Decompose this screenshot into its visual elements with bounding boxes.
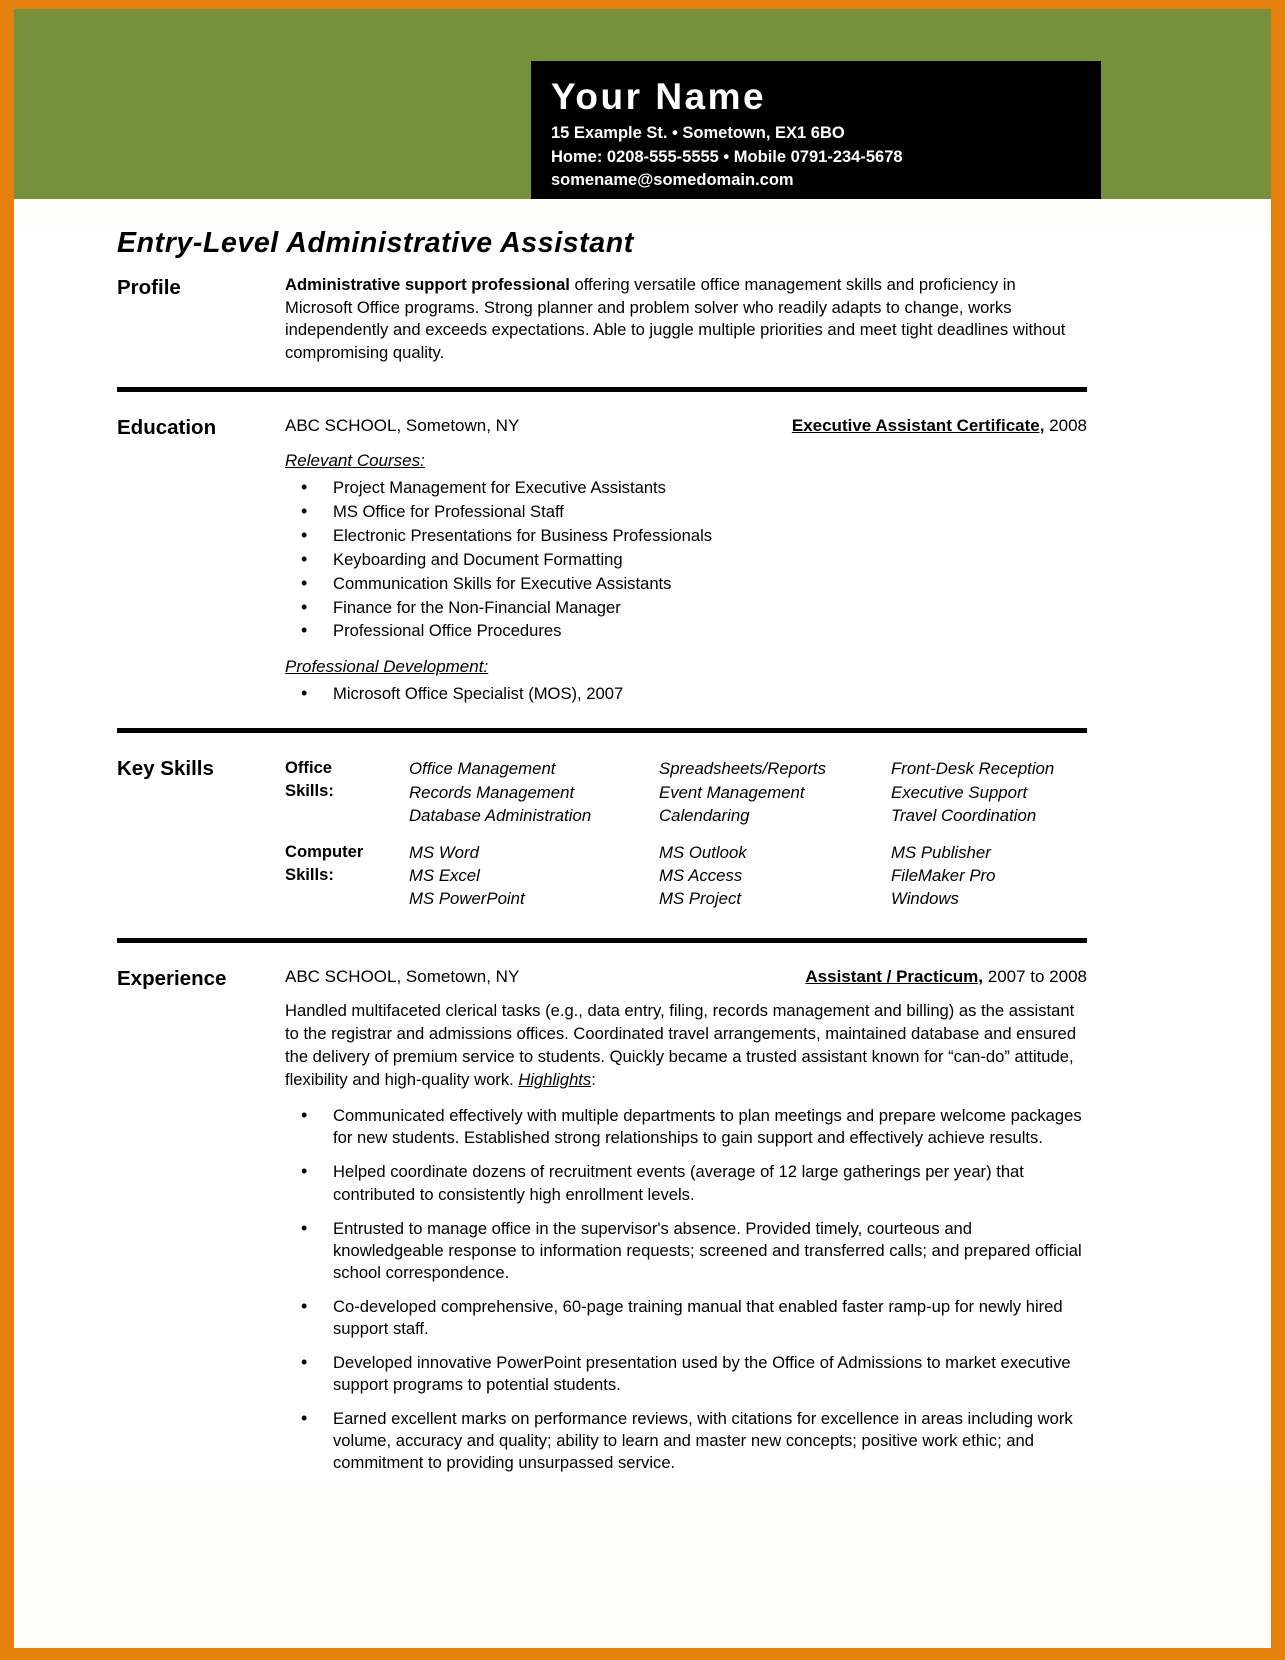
relevant-courses-label: Relevant Courses: <box>285 450 425 470</box>
list-item: • Finance for the Non-Financial Manager <box>285 596 1087 620</box>
skills-column-2 <box>659 757 891 827</box>
page-title: Entry-Level Administrative Assistant <box>117 227 634 259</box>
skills-row-label-line2: Skills: <box>285 781 334 801</box>
skills-row-label-office <box>285 757 409 827</box>
profile-lead: Administrative support professional <box>285 275 570 294</box>
skill-item: MS Outlook <box>659 842 747 862</box>
skills-column-1 <box>409 757 659 827</box>
skill-item: MS Excel <box>409 866 480 886</box>
skill-item: Database Administration <box>409 805 592 825</box>
education-school: ABC SCHOOL, Sometown, NY <box>285 415 520 435</box>
list-item: • MS Office for Professional Staff <box>285 500 1087 524</box>
list-item: • Electronic Presentations for Business Professionals <box>285 524 1087 548</box>
candidate-name: Your Name <box>551 76 767 117</box>
skills-row-label-computer <box>285 841 409 911</box>
experience-highlights-list <box>285 1105 1087 1474</box>
section-label-education: Education <box>117 415 217 439</box>
skill-item: Windows <box>891 889 959 909</box>
contact-name-box <box>531 61 1101 199</box>
skill-item: Records Management <box>409 782 575 802</box>
list-item: • Co-developed comprehensive, 60-page training manual that enabled faster ramp-up for newly hired support staff. <box>285 1296 1087 1340</box>
professional-development-list <box>285 682 1087 706</box>
contact-address: 15 Example St. • Sometown, EX1 6BO <box>551 124 845 143</box>
skills-row-office <box>285 757 1087 827</box>
header-band <box>14 9 1271 199</box>
skill-item: Office Management <box>409 759 556 779</box>
education-heading-row <box>285 414 1087 437</box>
skills-column-1 <box>409 841 659 911</box>
section-label-experience: Experience <box>117 967 227 991</box>
relevant-courses-list <box>285 476 1087 643</box>
list-item: • Communicated effectively with multiple departments to plan meetings and prepare welcome packages for new students. Established strong relationships to gain support and effectively achieve results. <box>285 1105 1087 1149</box>
skill-item: MS Access <box>659 866 743 886</box>
section-education <box>117 414 1087 706</box>
contact-phones: Home: 0208-555-5555 • Mobile 0791-234-5678 <box>551 147 903 166</box>
section-key-skills <box>117 755 1087 924</box>
resume-page <box>14 9 1271 1648</box>
skill-item: MS Word <box>409 842 479 862</box>
list-item: • Communication Skills for Executive Assistants <box>285 572 1087 596</box>
skill-item: Spreadsheets/Reports <box>659 759 826 779</box>
experience-summary: Handled multifaceted clerical tasks (e.g., data entry, filing, records management and billing) as the assistant to the registrar and admissions offices. Coordinated travel arrangements, maintained database and ensured the delivery of premium service to students. Quickly became a trusted assistant known for “can-do” attitude, flexibility and high-quality work. <box>285 1001 1077 1089</box>
highlights-colon: : <box>591 1069 596 1089</box>
skill-item: MS Publisher <box>891 842 991 862</box>
education-credential-year: 2008 <box>1044 415 1087 435</box>
skills-column-2 <box>659 841 891 911</box>
experience-heading-row <box>285 965 1087 988</box>
education-credential-row <box>792 414 1087 437</box>
list-item: • Keyboarding and Document Formatting <box>285 548 1087 572</box>
list-item: • Entrusted to manage office in the supervisor's absence. Provided timely, courteous and knowledgeable response to information requests; screened and transferred calls; and prepared official school correspondence. <box>285 1218 1087 1284</box>
highlights-label: Highlights <box>518 1069 592 1089</box>
skill-item: Event Management <box>659 782 805 802</box>
experience-role-row <box>805 965 1087 988</box>
skills-grid <box>285 757 1087 910</box>
list-item: • Microsoft Office Specialist (MOS), 2007 <box>285 682 1087 706</box>
list-item: • Project Management for Executive Assistants <box>285 476 1087 500</box>
skill-item: Executive Support <box>891 782 1028 802</box>
section-label-profile: Profile <box>117 276 181 299</box>
profile-paragraph <box>285 274 1087 365</box>
skill-item: Travel Coordination <box>891 805 1037 825</box>
skills-column-3 <box>891 757 1087 827</box>
profile-text: offering versatile office management skills and proficiency in Microsoft Office programs. Strong planner and problem solver who readily adapts to change, works independently and exceeds expectations. Able to juggle multiple priorities and meet tight deadlines without compromising quality. <box>285 275 1066 363</box>
skills-row-label-line1: Computer <box>285 841 364 861</box>
skill-item: FileMaker Pro <box>891 866 996 886</box>
education-credential: Executive Assistant Certificate, <box>791 415 1045 435</box>
list-item: • Developed innovative PowerPoint presentation used by the Office of Admissions to market executive support programs to potential students. <box>285 1352 1087 1396</box>
section-experience <box>117 965 1087 1486</box>
skill-item: Calendaring <box>659 805 750 825</box>
experience-dates: 2007 to 2008 <box>983 967 1087 987</box>
skills-column-3 <box>891 841 1087 911</box>
experience-role: Assistant / Practicum, <box>805 967 984 987</box>
skill-item: MS PowerPoint <box>409 889 525 909</box>
skills-row-label-line1: Office <box>285 758 333 778</box>
experience-employer: ABC SCHOOL, Sometown, NY <box>285 967 520 987</box>
list-item: • Helped coordinate dozens of recruitment events (average of 12 large gatherings per year) that contributed to consistently high enrollment levels. <box>285 1161 1087 1205</box>
section-profile <box>117 274 1087 365</box>
skills-row-label-line2: Skills: <box>285 864 334 884</box>
professional-development-label: Professional Development: <box>285 657 489 677</box>
contact-email: somename@somedomain.com <box>551 171 794 190</box>
list-item: • Earned excellent marks on performance reviews, with citations for excellence in areas including work volume, accuracy and quality; ability to learn and master new concepts; positive work ethic; and commitment to providing unsurpassed service. <box>285 1408 1087 1474</box>
resume-body <box>14 227 1271 1486</box>
skills-row-computer <box>285 841 1087 911</box>
list-item: • Professional Office Procedures <box>285 619 1087 643</box>
section-label-key-skills: Key Skills <box>117 757 214 781</box>
skill-item: Front-Desk Reception <box>891 759 1055 779</box>
experience-summary-paragraph <box>285 1000 1087 1091</box>
skill-item: MS Project <box>659 889 742 909</box>
